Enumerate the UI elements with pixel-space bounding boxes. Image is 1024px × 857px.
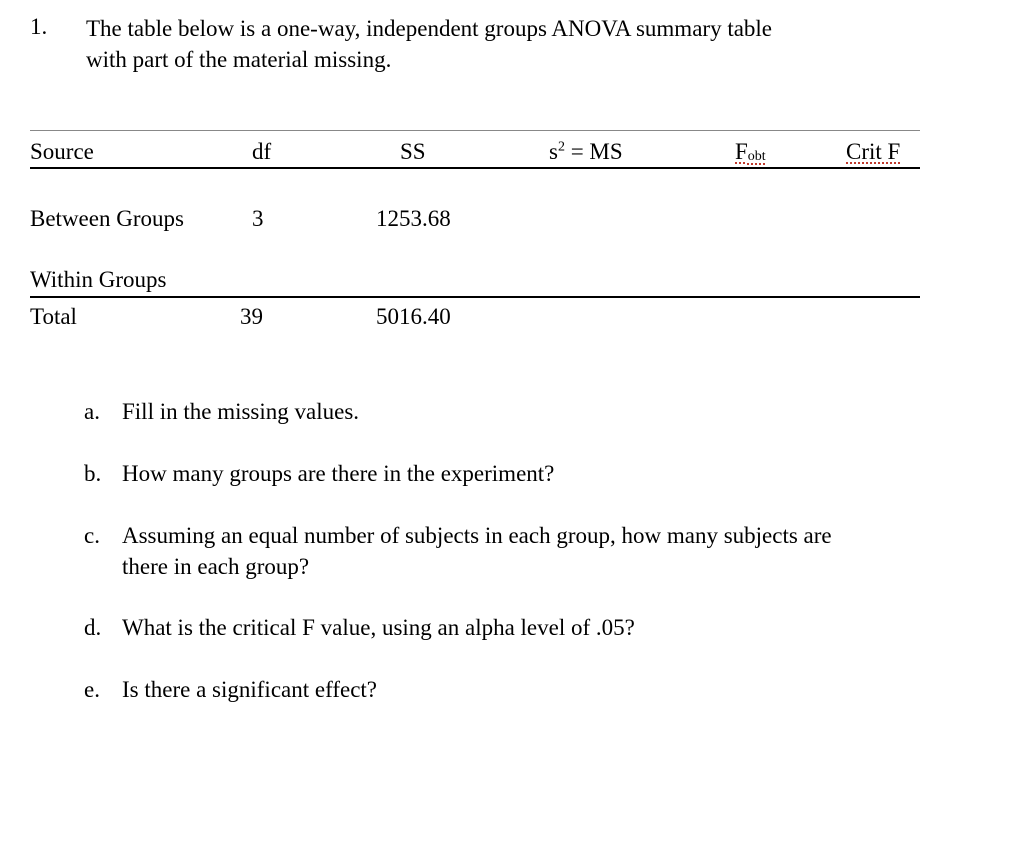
header-crit-f: Crit F xyxy=(846,139,901,164)
item-a-text: Fill in the missing values. xyxy=(122,399,360,424)
question-text-line-2: with part of the material missing. xyxy=(86,47,392,72)
row-between-ss: 1253.68 xyxy=(376,206,451,231)
item-c-letter: c. xyxy=(84,523,100,548)
row-within-source: Within Groups xyxy=(30,267,167,292)
item-d-letter: d. xyxy=(84,615,102,640)
total-top-rule xyxy=(30,296,920,298)
header-ms: $s^2$ = MS xyxy=(549,139,623,164)
item-c-text-line-2: there in each group? xyxy=(122,554,310,579)
header-fobt-main: F xyxy=(735,139,748,164)
row-between-source: Between Groups xyxy=(30,206,184,231)
item-c-text-line-1: Assuming an equal number of subjects in each group, how many subjects are xyxy=(122,523,832,548)
row-total-df: 39 xyxy=(240,304,263,329)
header-fobt xyxy=(735,139,766,165)
question-number: 1. xyxy=(30,14,48,39)
item-b-letter: b. xyxy=(84,461,102,486)
row-between-df: 3 xyxy=(252,206,264,231)
header-bottom-rule xyxy=(30,167,920,169)
table-top-rule xyxy=(30,130,920,131)
header-source: Source xyxy=(30,139,94,164)
item-d-text: What is the critical F value, using an alpha level of .05? xyxy=(122,615,635,640)
item-e-letter: e. xyxy=(84,677,100,702)
header-ss: SS xyxy=(400,139,426,164)
item-e-text: Is there a significant effect? xyxy=(122,677,377,702)
item-b-text: How many groups are there in the experiment? xyxy=(122,461,555,486)
row-total-ss: 5016.40 xyxy=(376,304,451,329)
header-df: df xyxy=(252,139,272,164)
question-text-line-1: The table below is a one-way, independent groups ANOVA summary table xyxy=(86,16,773,41)
row-total-source: Total xyxy=(30,304,77,329)
header-fobt-sub: obt xyxy=(747,149,766,164)
item-a-letter: a. xyxy=(84,399,100,424)
